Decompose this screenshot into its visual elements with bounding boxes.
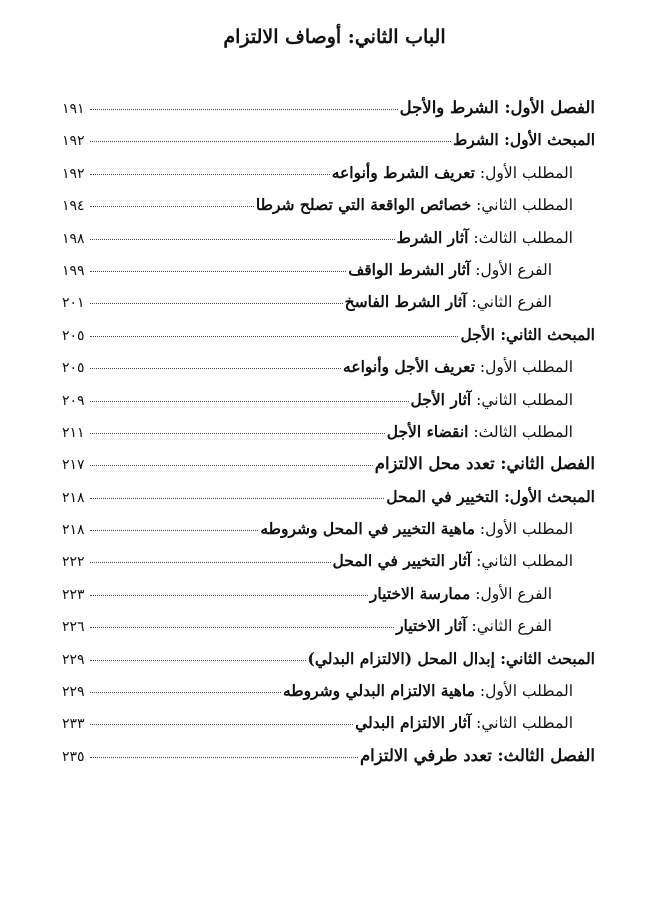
- toc-entry-prefix: الفرع الأول:: [470, 260, 552, 279]
- toc-entry-prefix: المطلب الأول:: [474, 520, 573, 539]
- dot-leader: [90, 173, 330, 175]
- toc-entry-title: المبحث الأول: التخيير في المحل: [386, 486, 595, 506]
- toc-entry-title: آثار الشرط: [396, 227, 469, 247]
- dot-leader: [90, 238, 395, 240]
- toc-entry-title: انقضاء الأجل: [386, 421, 469, 441]
- toc-page-number: ٢٢٩: [62, 651, 85, 668]
- toc-page-number: ٢٣٥: [62, 748, 85, 765]
- toc-entry-label: [260, 519, 573, 538]
- toc-entry-prefix: المطلب الأول:: [474, 163, 573, 182]
- toc-entry[interactable]: [62, 616, 595, 648]
- toc-entry-prefix: الفرع الثاني:: [466, 617, 552, 636]
- dot-leader: [90, 464, 373, 466]
- dot-leader: [90, 561, 331, 563]
- toc-entry-prefix: المطلب الثالث:: [468, 422, 573, 441]
- toc-page-number: ٢١١: [62, 424, 85, 441]
- toc-entry-title: المبحث الثاني: الأجل: [460, 324, 595, 344]
- toc-entry-title: تعريف الأجل وأنواعه: [343, 357, 475, 377]
- toc-page-number: ٢١٧: [62, 457, 85, 474]
- dot-leader: [90, 400, 409, 402]
- toc-entry-prefix: الفرع الثاني:: [466, 293, 552, 312]
- toc-entry[interactable]: [62, 98, 595, 130]
- toc-page-number: ١٩٢: [62, 133, 85, 150]
- toc-entry[interactable]: [62, 519, 595, 551]
- toc-entry-title: خصائص الواقعة التي تصلح شرطا: [255, 195, 472, 215]
- toc-entry[interactable]: [62, 325, 595, 357]
- toc-entry-title: ماهية التخيير في المحل وشروطه: [260, 519, 475, 539]
- toc-entry-prefix: المطلب الثالث:: [468, 228, 573, 247]
- toc-entry-prefix: المطلب الثاني:: [471, 390, 573, 409]
- toc-entry-prefix: المطلب الأول:: [474, 358, 573, 377]
- toc-page-number: ٢١٨: [62, 489, 85, 506]
- toc-entry-label: [348, 260, 552, 279]
- toc-page-number: ٢٢٩: [62, 684, 85, 701]
- table-of-contents: [62, 98, 595, 778]
- dot-leader: [90, 594, 368, 596]
- toc-entry[interactable]: [62, 357, 595, 389]
- dot-leader: [90, 432, 385, 434]
- toc-entry-prefix: المطلب الثاني:: [471, 552, 573, 571]
- toc-entry-title: آثار الاختيار: [396, 616, 467, 636]
- toc-entry-label: [411, 390, 574, 409]
- toc-entry-title: آثار الشرط الفاسخ: [344, 292, 467, 312]
- dot-leader: [90, 335, 458, 337]
- page-title: الباب الثاني: أوصاف الالتزام: [223, 26, 446, 48]
- dot-leader: [90, 270, 346, 272]
- toc-entry-label: [355, 713, 573, 732]
- toc-entry-label: [332, 163, 573, 182]
- toc-entry[interactable]: [62, 551, 595, 583]
- toc-entry-label: [283, 681, 573, 700]
- dot-leader: [90, 140, 451, 142]
- dot-leader: [90, 756, 358, 758]
- toc-entry[interactable]: [62, 584, 595, 616]
- toc-entry[interactable]: [62, 454, 595, 486]
- toc-entry-prefix: الفرع الأول:: [470, 584, 552, 603]
- toc-entry-prefix: المطلب الأول:: [474, 682, 573, 701]
- toc-entry-title: آثار الشرط الواقف: [348, 259, 471, 279]
- toc-entry-label: [370, 584, 552, 603]
- toc-entry-label: [375, 454, 595, 473]
- toc-entry-title: تعريف الشرط وأنواعه: [331, 162, 475, 182]
- toc-entry-title: ممارسة الاختيار: [369, 583, 471, 603]
- toc-entry[interactable]: [62, 195, 595, 227]
- toc-page-number: ١٩٤: [62, 198, 85, 215]
- toc-page-number: ٢٠٩: [62, 392, 85, 409]
- toc-entry[interactable]: [62, 130, 595, 162]
- toc-entry-label: [343, 357, 573, 376]
- toc-page-number: ١٩٩: [62, 262, 85, 279]
- toc-page-number: ١٩٢: [62, 165, 85, 182]
- toc-entry[interactable]: [62, 390, 595, 422]
- toc-entry[interactable]: [62, 649, 595, 681]
- toc-entry-label: [387, 422, 573, 441]
- toc-entry[interactable]: [62, 163, 595, 195]
- dot-leader: [90, 691, 281, 693]
- toc-entry-title: الفصل الأول: الشرط والأجل: [399, 98, 595, 117]
- toc-entry-prefix: المطلب الثاني:: [471, 196, 573, 215]
- toc-page-number: ٢٠٥: [62, 360, 85, 377]
- toc-entry-title: آثار الأجل: [410, 389, 472, 409]
- toc-entry-title: المبحث الثاني: إبدال المحل (الالتزام البدلي): [307, 648, 595, 668]
- toc-entry-title: آثار الالتزام البدلي: [355, 713, 472, 733]
- toc-page-number: ١٩٨: [62, 230, 85, 247]
- toc-entry-title: الفصل الثاني: تعدد محل الالتزام: [374, 454, 595, 474]
- toc-entry-title: الفصل الثالث: تعدد طرفي الالتزام: [359, 745, 595, 765]
- toc-entry-label: [333, 551, 574, 570]
- toc-entry-title: آثار التخيير في المحل: [332, 551, 472, 571]
- dot-leader: [90, 367, 341, 369]
- toc-entry[interactable]: [62, 422, 595, 454]
- toc-entry[interactable]: [62, 746, 595, 778]
- toc-entry-label: [396, 616, 552, 635]
- toc-entry-label: [345, 292, 552, 311]
- toc-entry[interactable]: [62, 681, 595, 713]
- toc-page-number: ٢٠١: [62, 295, 85, 312]
- toc-page-number: ٢٠٥: [62, 327, 85, 344]
- toc-page-number: ٢٢٦: [62, 619, 85, 636]
- toc-entry-label: [400, 98, 595, 117]
- toc-entry-label: [256, 195, 573, 214]
- toc-page-number: ٢٢٣: [62, 586, 85, 603]
- toc-entry-prefix: المطلب الثاني:: [471, 714, 573, 733]
- toc-entry-label: [460, 325, 595, 344]
- dot-leader: [90, 497, 384, 499]
- dot-leader: [90, 626, 394, 628]
- dot-leader: [90, 723, 353, 725]
- toc-entry-label: [397, 228, 573, 247]
- dot-leader: [90, 302, 343, 304]
- toc-entry-label: [453, 130, 595, 149]
- dot-leader: [90, 108, 398, 110]
- dot-leader: [90, 659, 306, 661]
- toc-page-number: ١٩١: [62, 101, 85, 117]
- dot-leader: [90, 529, 258, 531]
- toc-page-number: ٢٣٣: [62, 716, 85, 733]
- dot-leader: [90, 205, 254, 207]
- toc-entry-label: [386, 487, 595, 506]
- toc-entry-label: [308, 649, 595, 668]
- toc-entry[interactable]: [62, 487, 595, 519]
- toc-entry-label: [360, 746, 595, 765]
- toc-entry[interactable]: [62, 292, 595, 324]
- toc-entry-title: ماهية الالتزام البدلي وشروطه: [282, 681, 475, 701]
- toc-entry[interactable]: [62, 228, 595, 260]
- toc-entry[interactable]: [62, 713, 595, 745]
- toc-entry[interactable]: [62, 260, 595, 292]
- toc-entry-title: المبحث الأول: الشرط: [452, 130, 595, 150]
- toc-page-number: ٢١٨: [62, 522, 85, 539]
- toc-page-number: ٢٢٢: [62, 554, 85, 571]
